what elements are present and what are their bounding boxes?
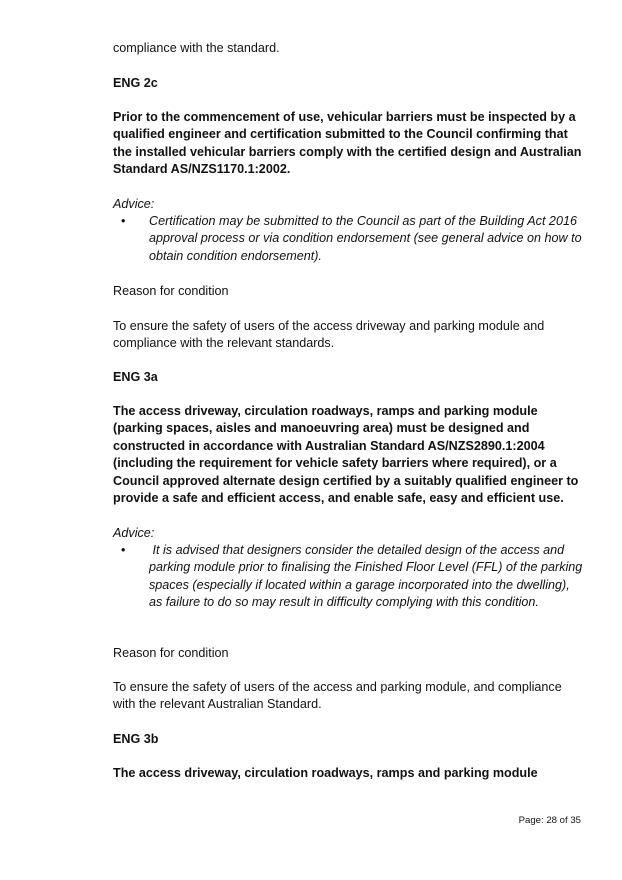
advice-label-eng-2c: Advice:	[113, 197, 155, 211]
bullet-icon: •	[121, 543, 126, 557]
advice-text-eng-3a: It is advised that designers consider the detailed design of the access and parking module prior to finalising the Finished Floor Level (FFL) of the parking spaces (especially if located within a garage incorporated into the dwelling), as failure to do so may result in difficulty complying with this condition.	[149, 543, 586, 610]
section-heading-eng-3b: ENG 3b	[113, 732, 159, 746]
page-number-footer: Page: 28 of 35	[518, 815, 581, 826]
reason-eng-2c: To ensure the safety of users of the access driveway and parking module and compliance with the relevant standards.	[113, 319, 545, 351]
bullet-icon: •	[121, 214, 126, 228]
intro-tail-text: compliance with the standard.	[113, 41, 280, 55]
section-heading-eng-2c: ENG 2c	[113, 76, 158, 90]
reason-label-eng-3a: Reason for condition	[113, 646, 229, 660]
reason-eng-3a: To ensure the safety of users of the access and parking module, and compliance with the relevant Australian Standard.	[113, 680, 562, 712]
condition-start-eng-3b: The access driveway, circulation roadways, ramps and parking module	[113, 766, 538, 780]
condition-eng-3a: The access driveway, circulation roadways, ramps and parking module (parking spaces, aisles and manoeuvring area) must be designed and constructed in accordance with Australian Standard AS/NZS2890.1:2004 (including the requirement for vehicle safety barriers where required), or a Council approved alternate design certified by a suitably qualified engineer to provide a safe and efficient access, and enable safe, easy and efficient use.	[113, 404, 579, 506]
advice-label-eng-3a: Advice:	[113, 526, 155, 540]
advice-text-eng-2c: Certification may be submitted to the Council as part of the Building Act 2016 approval process or via condition endorsement (see general advice on how to obtain condition endorsement).	[149, 214, 582, 263]
reason-label-eng-2c: Reason for condition	[113, 284, 229, 298]
section-heading-eng-3a: ENG 3a	[113, 370, 158, 384]
condition-eng-2c: Prior to the commencement of use, vehicular barriers must be inspected by a qualified engineer and certification submitted to the Council confirming that the installed vehicular barriers comply with the certified design and Australian Standard AS/NZS1170.1:2002.	[113, 110, 582, 177]
